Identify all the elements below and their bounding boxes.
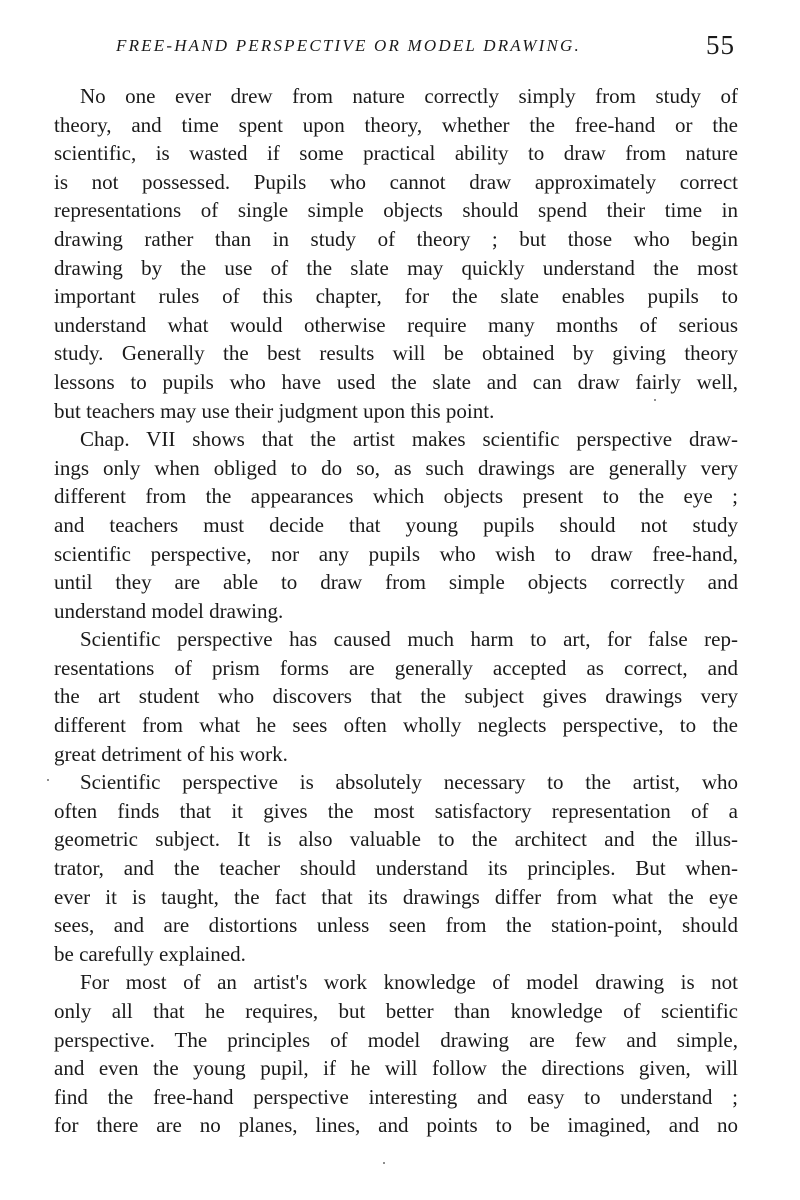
- text-line: geometric subject. It is also valuable to the architect and the illus-: [54, 827, 738, 852]
- text-line: different from what he sees often wholly neglects perspective, to the: [54, 713, 738, 738]
- text-line: resentations of prism forms are generally accepted as correct, and: [54, 655, 738, 680]
- paragraph-1: [54, 82, 738, 425]
- text-line: great detriment of his work.: [54, 741, 288, 766]
- text-line: and teachers must decide that young pupils should not study: [54, 512, 738, 537]
- text-line: drawing rather than in study of theory ; but those who begin: [54, 226, 738, 251]
- text-line: ever it is taught, the fact that its drawings differ from what the eye: [54, 884, 738, 909]
- text-line: find the free-hand perspective interesting and easy to understand ;: [54, 1084, 738, 1109]
- text-line: perspective. The principles of model drawing are few and simple,: [54, 1027, 738, 1052]
- text-line: ings only when obliged to do so, as such drawings are generally very: [54, 455, 738, 480]
- text-line: and even the young pupil, if he will follow the directions given, will: [54, 1056, 738, 1081]
- print-speck: [383, 1162, 385, 1164]
- running-header-title: FREE-HAND PERSPECTIVE OR MODEL DRAWING.: [116, 36, 581, 55]
- print-speck: [654, 399, 656, 401]
- paragraph-4: [54, 768, 738, 968]
- text-line: Scientific perspective has caused much harm to art, for false rep-: [80, 627, 738, 652]
- text-line: until they are able to draw from simple objects correctly and: [54, 570, 738, 595]
- text-line: representations of single simple objects should spend their time in: [54, 198, 738, 223]
- text-line: sees, and are distortions unless seen from the station-point, should: [54, 913, 738, 938]
- text-line: study. Generally the best results will be obtained by giving theory: [54, 341, 738, 366]
- text-line: understand what would otherwise require many months of serious: [54, 312, 738, 337]
- text-line: Chap. VII shows that the artist makes scientific perspective draw-: [80, 427, 738, 452]
- text-line: theory, and time spent upon theory, whether the free-hand or the: [54, 112, 738, 137]
- print-speck: [47, 779, 49, 781]
- page-number: 55: [706, 30, 735, 60]
- text-line: scientific, is wasted if some practical ability to draw from nature: [54, 141, 738, 166]
- text-line: lessons to pupils who have used the slate and can draw fairly well,: [54, 369, 738, 394]
- text-line: is not possessed. Pupils who cannot draw approximately correct: [54, 169, 738, 194]
- text-line: understand model drawing.: [54, 598, 284, 623]
- paragraph-5: [54, 968, 738, 1140]
- text-line: Scientific perspective is absolutely necessary to the artist, who: [80, 770, 738, 795]
- text-line: but teachers may use their judgment upon this point.: [54, 398, 495, 423]
- text-line: only all that he requires, but better than knowledge of scientific: [54, 999, 738, 1023]
- text-line: drawing by the use of the slate may quickly understand the most: [54, 255, 738, 280]
- text-line: important rules of this chapter, for the slate enables pupils to: [54, 284, 738, 309]
- text-line: scientific perspective, nor any pupils who wish to draw free-hand,: [54, 541, 738, 566]
- text-line: For most of an artist's work knowledge of model drawing is not: [80, 970, 738, 995]
- text-line: No one ever drew from nature correctly simply from study of: [80, 84, 738, 108]
- paragraph-2: [54, 425, 738, 625]
- text-line: often finds that it gives the most satisfactory representation of a: [54, 798, 738, 823]
- paragraph-3: [54, 625, 738, 768]
- text-line: be carefully explained.: [54, 941, 246, 966]
- text-line: different from the appearances which objects present to the eye ;: [54, 484, 738, 509]
- text-line: the art student who discovers that the subject gives drawings very: [54, 684, 738, 709]
- body-text: [54, 82, 738, 1140]
- text-line: for there are no planes, lines, and points to be imagined, and no: [54, 1113, 738, 1138]
- text-line: trator, and the teacher should understand its principles. But when-: [54, 856, 738, 881]
